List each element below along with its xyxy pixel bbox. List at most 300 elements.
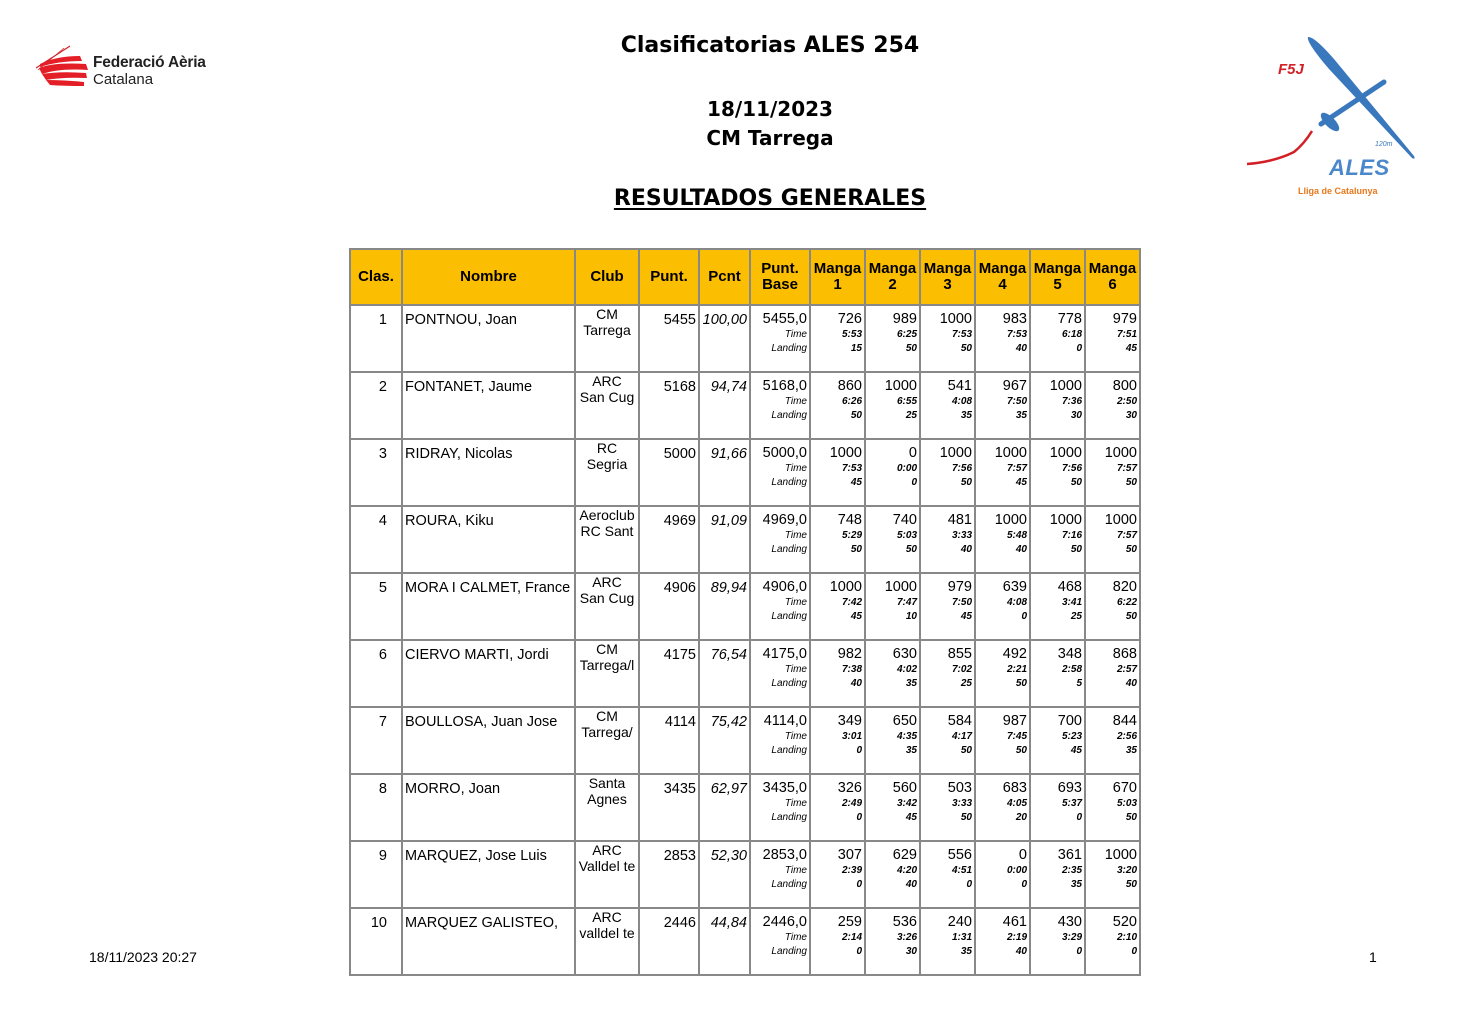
manga-time: 3:33: [951, 530, 972, 541]
manga-time: 3:20: [1116, 865, 1137, 876]
table-row: [350, 707, 1140, 774]
club-cell: [575, 774, 639, 841]
col-header-manga-3: [920, 249, 975, 305]
manga-2-cell: [865, 439, 920, 506]
manga-score: 492: [1002, 646, 1027, 662]
manga-time: 7:50: [1006, 396, 1027, 407]
manga-score: 778: [1057, 311, 1082, 327]
manga-label: Manga: [1088, 260, 1137, 277]
manga-score: 0: [1018, 847, 1027, 863]
time-label: Time: [784, 865, 807, 876]
manga-landing: 50: [960, 343, 972, 354]
club-line-1: Aeroclub: [579, 507, 635, 523]
time-label: Time: [784, 530, 807, 541]
manga-score: 982: [837, 646, 862, 662]
col-header-manga-1: [810, 249, 865, 305]
manga-time: 3:42: [896, 798, 917, 809]
page-title: Clasificatorias ALES 254: [620, 33, 920, 58]
club-cell: [575, 305, 639, 372]
manga-score: 349: [837, 713, 862, 729]
col-header-clas: Clas.: [350, 249, 402, 305]
manga-label: Manga: [978, 260, 1027, 277]
manga-time: 6:55: [896, 396, 917, 407]
manga-time: 2:50: [1116, 396, 1137, 407]
manga-1-cell: [810, 305, 865, 372]
manga-landing: 40: [850, 678, 862, 689]
manga-4-cell: [975, 439, 1030, 506]
points-cell: 5000: [639, 439, 699, 506]
manga-3-cell: [920, 305, 975, 372]
col-header-pcnt: Pcnt: [699, 249, 750, 305]
points-cell: 3435: [639, 774, 699, 841]
manga-landing: 50: [850, 544, 862, 555]
manga-time: 2:58: [1061, 664, 1082, 675]
manga-score: 748: [837, 512, 862, 528]
pilot-name-cell: FONTANET, Jaume: [402, 372, 575, 439]
manga-score: 326: [837, 780, 862, 796]
manga-landing: 0: [1076, 812, 1082, 823]
manga-landing: 50: [1125, 544, 1137, 555]
rank-cell: 7: [350, 707, 402, 774]
manga-score: 520: [1112, 914, 1137, 930]
club-line-2: RC Sant: [580, 523, 634, 539]
table-header-row: [350, 249, 1140, 305]
club-line-2: Segria: [586, 456, 628, 472]
manga-landing: 50: [1125, 879, 1137, 890]
manga-2-cell: [865, 506, 920, 573]
time-label: Time: [784, 597, 807, 608]
manga-6-cell: [1085, 372, 1140, 439]
club-cell: [575, 573, 639, 640]
manga-time: 4:51: [951, 865, 972, 876]
rank-cell: 10: [350, 908, 402, 975]
manga-landing: 45: [905, 812, 917, 823]
club-line-2: valldel te: [579, 925, 635, 941]
manga-landing: 30: [905, 946, 917, 957]
pilot-name-cell: MARQUEZ, Jose Luis: [402, 841, 575, 908]
pilot-name-cell: PONTNOU, Joan: [402, 305, 575, 372]
time-label: Time: [784, 463, 807, 474]
percent-cell: 75,42: [699, 707, 750, 774]
table-row: [350, 506, 1140, 573]
results-body: [350, 305, 1140, 975]
time-label: Time: [784, 932, 807, 943]
manga-time: 6:18: [1061, 329, 1082, 340]
club-line-1: ARC: [592, 842, 622, 858]
manga-score: 800: [1112, 378, 1137, 394]
club-line-1: Santa: [588, 775, 626, 791]
manga-time: 7:16: [1061, 530, 1082, 541]
base-points-cell: [750, 640, 810, 707]
manga-landing: 50: [1070, 477, 1082, 488]
manga-score: 1000: [884, 378, 917, 394]
manga-3-cell: [920, 908, 975, 975]
club-cell: [575, 640, 639, 707]
manga-score: 967: [1002, 378, 1027, 394]
manga-score: 1000: [1049, 445, 1082, 461]
manga-4-cell: [975, 841, 1030, 908]
manga-1-cell: [810, 439, 865, 506]
manga-number: 2: [888, 276, 897, 293]
col-header-punt-base: [750, 249, 810, 305]
page-number: 1: [1369, 949, 1377, 965]
rank-cell: 5: [350, 573, 402, 640]
manga-time: 7:02: [951, 664, 972, 675]
manga-landing: 0: [856, 879, 862, 890]
manga-6-cell: [1085, 305, 1140, 372]
percent-cell: 76,54: [699, 640, 750, 707]
base-points-value: 5455,0: [762, 311, 807, 327]
manga-4-cell: [975, 707, 1030, 774]
manga-score: 348: [1057, 646, 1082, 662]
manga-2-cell: [865, 707, 920, 774]
manga-time: 4:17: [951, 731, 972, 742]
manga-landing: 45: [850, 611, 862, 622]
col-header-punt-base-l2: Base: [762, 276, 798, 293]
base-points-cell: [750, 908, 810, 975]
time-label: Time: [784, 396, 807, 407]
manga-time: 5:29: [841, 530, 862, 541]
manga-score: 481: [947, 512, 972, 528]
manga-time: 2:35: [1061, 865, 1082, 876]
rank-cell: 9: [350, 841, 402, 908]
manga-time: 4:20: [896, 865, 917, 876]
pilot-name-cell: CIERVO MARTI, Jordi: [402, 640, 575, 707]
manga-time: 2:14: [841, 932, 862, 943]
manga-score: 1000: [994, 512, 1027, 528]
manga-landing: 50: [1125, 611, 1137, 622]
manga-landing: 35: [1070, 879, 1082, 890]
manga-score: 670: [1112, 780, 1137, 796]
club-cell: [575, 506, 639, 573]
manga-4-cell: [975, 640, 1030, 707]
manga-time: 7:45: [1006, 731, 1027, 742]
manga-landing: 40: [1015, 544, 1027, 555]
manga-landing: 50: [1015, 678, 1027, 689]
manga-time: 5:53: [841, 329, 862, 340]
landing-label: Landing: [771, 946, 807, 957]
base-points-cell: [750, 707, 810, 774]
manga-6-cell: [1085, 774, 1140, 841]
manga-time: 5:03: [896, 530, 917, 541]
manga-score: 430: [1057, 914, 1082, 930]
club-line-1: ARC: [592, 373, 622, 389]
manga-landing: 35: [1125, 745, 1137, 756]
rank-cell: 3: [350, 439, 402, 506]
club-line-2: Tarrega/: [581, 724, 633, 740]
manga-landing: 50: [1070, 544, 1082, 555]
manga-landing: 0: [911, 477, 917, 488]
manga-3-cell: [920, 506, 975, 573]
manga-landing: 50: [960, 745, 972, 756]
manga-number: 3: [943, 276, 952, 293]
manga-time: 3:26: [896, 932, 917, 943]
manga-landing: 25: [1070, 611, 1082, 622]
table-row: [350, 640, 1140, 707]
manga-score: 989: [892, 311, 917, 327]
manga-time: 2:21: [1006, 664, 1027, 675]
manga-3-cell: [920, 841, 975, 908]
col-header-nombre: Nombre: [402, 249, 575, 305]
table-row: [350, 841, 1140, 908]
base-points-value: 2853,0: [762, 847, 807, 863]
manga-landing: 30: [1070, 410, 1082, 421]
manga-landing: 50: [905, 544, 917, 555]
results-table: [349, 248, 1141, 976]
manga-score: 259: [837, 914, 862, 930]
col-header-manga-2: [865, 249, 920, 305]
landing-label: Landing: [771, 477, 807, 488]
pilot-name-cell: ROURA, Kiku: [402, 506, 575, 573]
manga-landing: 45: [850, 477, 862, 488]
percent-cell: 89,94: [699, 573, 750, 640]
ales-label: ALES: [1329, 155, 1390, 180]
manga-5-cell: [1030, 573, 1085, 640]
club-line-1: CM: [596, 641, 618, 657]
event-venue: CM Tarrega: [706, 126, 834, 150]
manga-landing: 25: [960, 678, 972, 689]
league-label: Lliga de Catalunya: [1298, 186, 1378, 196]
club-line-2: San Cug: [579, 590, 635, 606]
club-line-2: San Cug: [579, 389, 635, 405]
base-points-cell: [750, 372, 810, 439]
col-header-manga-6: [1085, 249, 1140, 305]
manga-5-cell: [1030, 506, 1085, 573]
points-cell: 4969: [639, 506, 699, 573]
table-row: [350, 305, 1140, 372]
manga-time: 0:00: [1006, 865, 1027, 876]
manga-time: 7:47: [896, 597, 917, 608]
base-points-value: 4175,0: [762, 646, 807, 662]
manga-score: 740: [892, 512, 917, 528]
manga-score: 560: [892, 780, 917, 796]
manga-score: 0: [908, 445, 917, 461]
manga-score: 361: [1057, 847, 1082, 863]
manga-landing: 35: [960, 946, 972, 957]
manga-landing: 40: [1125, 678, 1137, 689]
landing-label: Landing: [771, 812, 807, 823]
manga-landing: 30: [1125, 410, 1137, 421]
manga-label: Manga: [868, 260, 917, 277]
percent-cell: 52,30: [699, 841, 750, 908]
manga-2-cell: [865, 640, 920, 707]
manga-landing: 40: [960, 544, 972, 555]
manga-time: 3:29: [1061, 932, 1082, 943]
manga-landing: 45: [1125, 343, 1137, 354]
manga-2-cell: [865, 841, 920, 908]
manga-landing: 5: [1076, 678, 1082, 689]
manga-1-cell: [810, 908, 865, 975]
manga-time: 6:22: [1116, 597, 1137, 608]
manga-2-cell: [865, 305, 920, 372]
time-label: Time: [784, 664, 807, 675]
manga-time: 5:03: [1116, 798, 1137, 809]
base-points-value: 3435,0: [762, 780, 807, 796]
manga-time: 2:57: [1116, 664, 1137, 675]
manga-number: 5: [1053, 276, 1062, 293]
manga-time: 2:56: [1116, 731, 1137, 742]
manga-6-cell: [1085, 908, 1140, 975]
manga-score: 536: [892, 914, 917, 930]
manga-score: 1000: [829, 445, 862, 461]
manga-score: 820: [1112, 579, 1137, 595]
manga-time: 7:56: [1061, 463, 1082, 474]
manga-score: 979: [1112, 311, 1137, 327]
manga-landing: 15: [850, 343, 862, 354]
manga-5-cell: [1030, 774, 1085, 841]
manga-1-cell: [810, 506, 865, 573]
club-line-2: Agnes: [587, 791, 627, 807]
manga-6-cell: [1085, 506, 1140, 573]
manga-time: 0:00: [896, 463, 917, 474]
manga-4-cell: [975, 506, 1030, 573]
manga-time: 6:26: [841, 396, 862, 407]
manga-landing: 20: [1015, 812, 1027, 823]
manga-landing: 35: [1015, 410, 1027, 421]
time-label: Time: [784, 731, 807, 742]
manga-score: 693: [1057, 780, 1082, 796]
pilot-name-cell: MORRO, Joan: [402, 774, 575, 841]
manga-time: 2:10: [1116, 932, 1137, 943]
manga-score: 1000: [1049, 512, 1082, 528]
manga-time: 6:25: [896, 329, 917, 340]
manga-label: Manga: [1033, 260, 1082, 277]
manga-4-cell: [975, 372, 1030, 439]
manga-landing: 40: [1015, 946, 1027, 957]
manga-4-cell: [975, 573, 1030, 640]
manga-time: 7:53: [951, 329, 972, 340]
manga-score: 1000: [994, 445, 1027, 461]
base-points-cell: [750, 305, 810, 372]
points-cell: 4175: [639, 640, 699, 707]
manga-landing: 50: [1125, 812, 1137, 823]
print-timestamp: 18/11/2023 20:27: [89, 949, 197, 965]
manga-number: 4: [998, 276, 1007, 293]
table-row: [350, 439, 1140, 506]
manga-score: 1000: [1104, 847, 1137, 863]
manga-5-cell: [1030, 841, 1085, 908]
manga-time: 7:50: [951, 597, 972, 608]
manga-time: 3:33: [951, 798, 972, 809]
manga-time: 2:49: [841, 798, 862, 809]
col-header-manga-4: [975, 249, 1030, 305]
club-cell: [575, 707, 639, 774]
manga-5-cell: [1030, 439, 1085, 506]
base-points-value: 5000,0: [762, 445, 807, 461]
manga-time: 7:53: [1006, 329, 1027, 340]
manga-landing: 0: [1076, 946, 1082, 957]
pilot-name-cell: RIDRAY, Nicolas: [402, 439, 575, 506]
manga-6-cell: [1085, 841, 1140, 908]
altitude-label: 120m: [1375, 141, 1393, 148]
manga-number: 6: [1108, 276, 1117, 293]
manga-score: 855: [947, 646, 972, 662]
manga-3-cell: [920, 573, 975, 640]
base-points-value: 4114,0: [763, 713, 807, 729]
col-header-club: Club: [575, 249, 639, 305]
manga-time: 2:19: [1006, 932, 1027, 943]
manga-time: 3:41: [1061, 597, 1082, 608]
manga-score: 868: [1112, 646, 1137, 662]
manga-score: 844: [1112, 713, 1137, 729]
manga-landing: 35: [960, 410, 972, 421]
col-header-punt-base-l1: Punt.: [761, 260, 799, 277]
table-row: [350, 908, 1140, 975]
manga-4-cell: [975, 305, 1030, 372]
manga-time: 7:57: [1116, 530, 1137, 541]
points-cell: 2446: [639, 908, 699, 975]
manga-1-cell: [810, 372, 865, 439]
club-line-1: CM: [596, 708, 618, 724]
manga-time: 5:37: [1061, 798, 1082, 809]
org-name-line2: Catalana: [93, 71, 154, 88]
base-points-cell: [750, 774, 810, 841]
manga-2-cell: [865, 774, 920, 841]
club-cell: [575, 841, 639, 908]
manga-1-cell: [810, 640, 865, 707]
percent-cell: 94,74: [699, 372, 750, 439]
manga-3-cell: [920, 439, 975, 506]
manga-score: 726: [837, 311, 862, 327]
base-points-value: 2446,0: [762, 914, 807, 930]
manga-landing: 35: [905, 678, 917, 689]
manga-2-cell: [865, 372, 920, 439]
manga-3-cell: [920, 640, 975, 707]
event-date: 18/11/2023: [707, 97, 833, 121]
table-row: [350, 372, 1140, 439]
manga-score: 650: [892, 713, 917, 729]
manga-time: 4:02: [896, 664, 917, 675]
time-label: Time: [784, 798, 807, 809]
manga-landing: 50: [1125, 477, 1137, 488]
manga-score: 1000: [939, 445, 972, 461]
manga-landing: 45: [1070, 745, 1082, 756]
manga-score: 639: [1002, 579, 1027, 595]
base-points-cell: [750, 841, 810, 908]
landing-label: Landing: [771, 678, 807, 689]
landing-label: Landing: [771, 745, 807, 756]
manga-label: Manga: [923, 260, 972, 277]
percent-cell: 100,00: [699, 305, 750, 372]
manga-score: 461: [1002, 914, 1027, 930]
manga-5-cell: [1030, 305, 1085, 372]
landing-label: Landing: [771, 879, 807, 890]
club-line-1: CM: [596, 306, 618, 322]
manga-score: 629: [892, 847, 917, 863]
manga-score: 1000: [829, 579, 862, 595]
pilot-name-cell: BOULLOSA, Juan Jose: [402, 707, 575, 774]
manga-time: 3:01: [841, 731, 862, 742]
manga-1-cell: [810, 707, 865, 774]
manga-label: Manga: [813, 260, 862, 277]
manga-score: 468: [1057, 579, 1082, 595]
manga-time: 7:42: [841, 597, 862, 608]
club-line-1: ARC: [592, 574, 622, 590]
club-cell: [575, 439, 639, 506]
club-line-1: RC: [596, 440, 618, 456]
manga-score: 987: [1002, 713, 1027, 729]
pilot-name-cell: MARQUEZ GALISTEO,: [402, 908, 575, 975]
manga-landing: 50: [905, 343, 917, 354]
rank-cell: 6: [350, 640, 402, 707]
base-points-value: 4969,0: [762, 512, 807, 528]
manga-landing: 0: [1131, 946, 1137, 957]
manga-3-cell: [920, 372, 975, 439]
points-cell: 5455: [639, 305, 699, 372]
landing-label: Landing: [771, 343, 807, 354]
points-cell: 4906: [639, 573, 699, 640]
club-cell: [575, 908, 639, 975]
